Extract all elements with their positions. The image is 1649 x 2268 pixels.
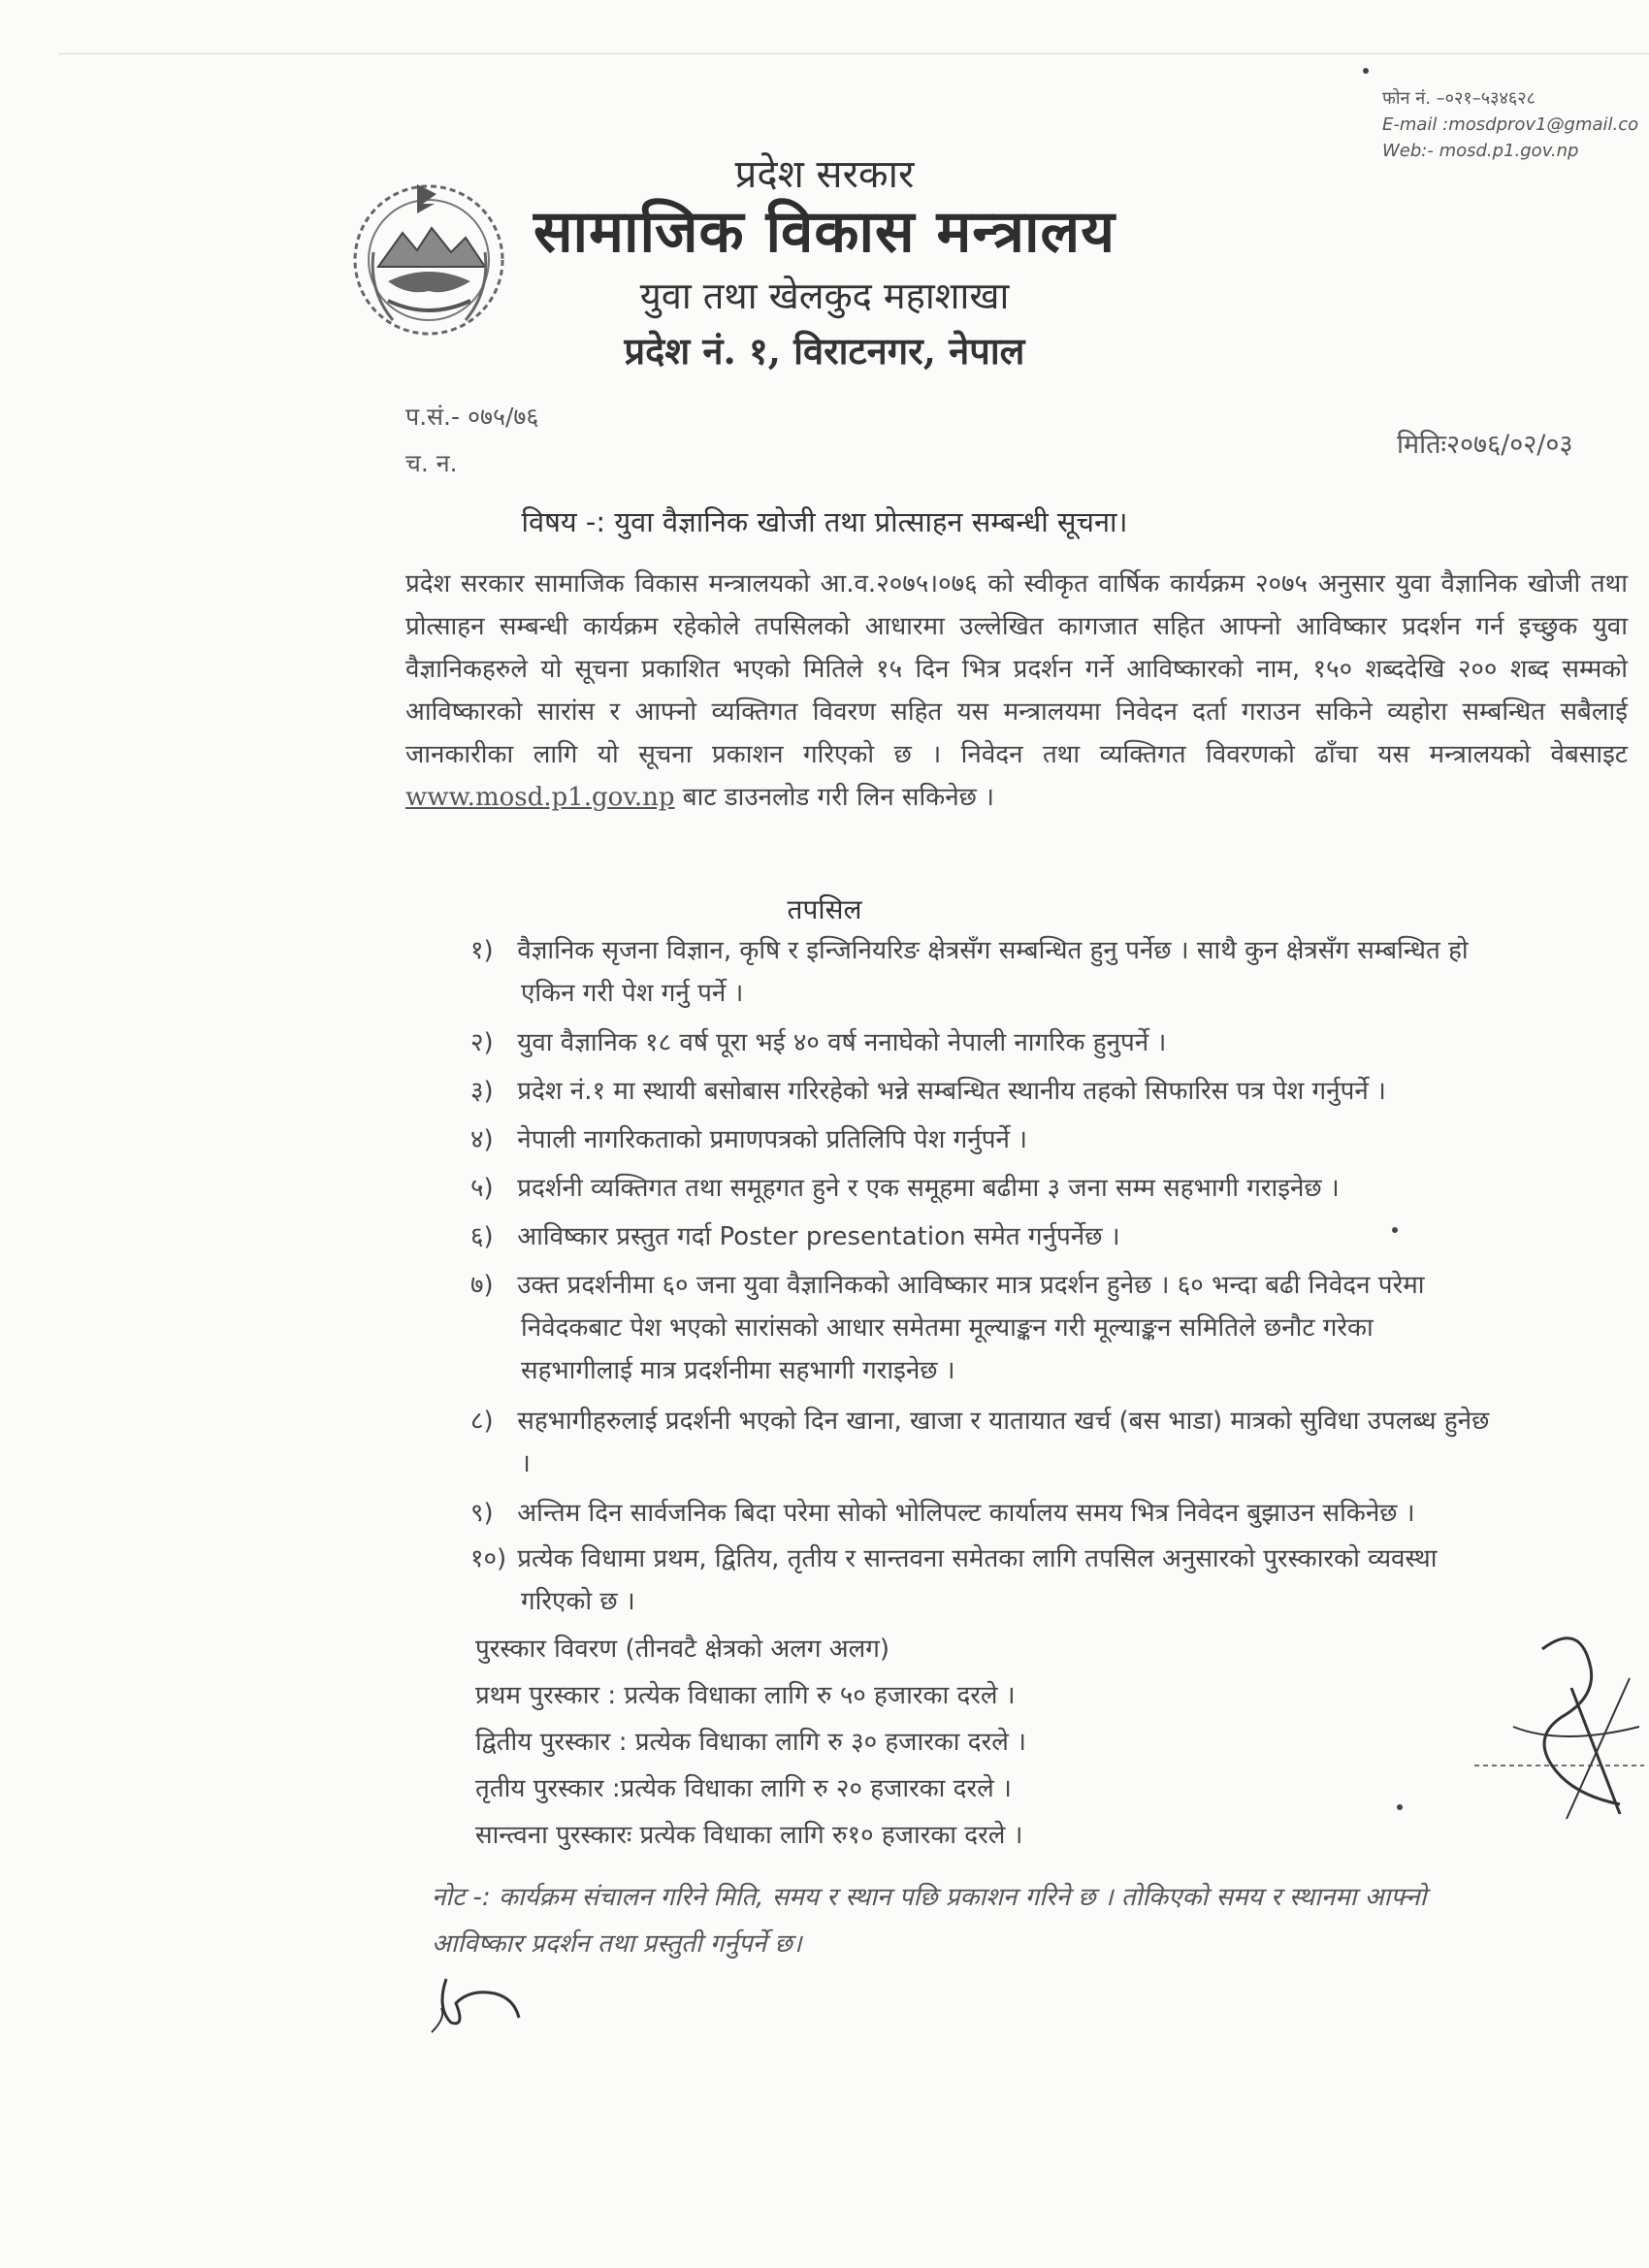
scan-edge-line (58, 53, 1649, 54)
notice-note (432, 1874, 1634, 1967)
govt-name: प्रदेश सरकार (734, 152, 915, 197)
list-item (470, 1167, 1625, 1210)
item-number: २) (470, 1028, 494, 1057)
item-number: १) (470, 936, 494, 965)
item-text: प्रदर्शनी व्यक्तिगत तथा समूहगत हुने र एक समूहमा बढीमा ३ जना सम्म सहभागी गराइनेछ । (517, 1174, 1340, 1203)
item-text: प्रत्येक विधामा प्रथम, द्वितिय, तृतीय र सान्तवना समेतका लागि तपसिल अनुसारको पुरस्कारको व्यवस्था (517, 1544, 1438, 1573)
list-item (470, 929, 1625, 1015)
item-number: ९) (470, 1499, 494, 1528)
list-item (470, 1400, 1625, 1485)
item-text: निवेदकबाट पेश भएको सारांसको आधार समेतमा मूल्याङ्कन गरी मूल्याङ्कन समितिले छनौट गरेका (521, 1313, 1374, 1343)
signature-icon (1474, 1610, 1649, 1833)
office-address: प्रदेश नं. १, विराटनगर, नेपाल (624, 329, 1025, 373)
list-item (470, 1118, 1625, 1161)
prize-heading: पुरस्कार विवरण (तीनवटै क्षेत्रको अलग अलग) (475, 1635, 890, 1664)
list-item (470, 1492, 1625, 1535)
item-text: सहभागीहरुलाई प्रदर्शनी भएको दिन खाना, खाजा र यातायात खर्च (बस भाडा) मात्रको सुविधा उपलब्ध हुनेछ (517, 1407, 1490, 1436)
note-line: नोट -: कार्यक्रम संचालन गरिने मिति, समय र स्थान पछि प्रकाशन गरिने छ । तोकिएको समय र स्थानमा आफ्नो (432, 1883, 1427, 1912)
subject-line: विषय -: युवा वैज्ञानिक खोजी तथा प्रोत्साहन सम्बन्धी सूचना। (521, 505, 1128, 538)
scan-speck (1392, 1227, 1398, 1233)
first-prize: प्रथम पुरस्कार : प्रत्येक विधाका लागि रु ५० हजारका दरले । (475, 1681, 1016, 1710)
item-number: ३) (470, 1077, 494, 1106)
list-item (470, 1070, 1625, 1113)
scan-speck (1363, 68, 1369, 74)
initials-signature-icon (427, 1969, 534, 2037)
third-prize: तृतीय पुरस्कार :प्रत्येक विधाका लागि रु २० हजारका दरले । (475, 1774, 1012, 1803)
list-item (470, 1021, 1625, 1064)
item-text: सहभागीलाई मात्र प्रदर्शनीमा सहभागी गराइनेछ । (521, 1356, 955, 1385)
list-item (470, 1215, 1625, 1258)
list-item (470, 1538, 1625, 1623)
item-number: ६) (470, 1222, 494, 1251)
body-text: प्रदेश सरकार सामाजिक विकास मन्त्रालयको आ.व.२०७५।०७६ को स्वीकृत वार्षिक कार्यक्रम २०७५ अनुसार युवा वैज्ञानिक खोजी तथा प्रोत्साहन सम्बन्धी कार्यक्रम रहेकोले तपसिलको आधारमा उल्लेखित कागजात सहित आफ्नो आविष्कार प्रदर्शन गर्न इच्छुक युवा वैज्ञानिकहरुले यो सूचना प्रकाशित भएको मितिले १५ दिन भित्र प्रदर्शन गर्ने आविष्कारको नाम, १५० शब्ददेखि २०० शब्द सम्मको आविष्कारको सारांस र आफ्नो व्यक्तिगत विवरण सहित यस मन्त्रालयमा निवेदन दर्ता गराउन सकिने व्यहोरा सम्बन्धित सबैलाई जानकारीका लागि यो सूचना प्रकाशन गरिएको छ । निवेदन तथा व्यक्तिगत विवरणको ढाँचा यस मन्त्रालयको वेबसाइट (405, 569, 1628, 769)
item-number: ४) (470, 1125, 494, 1154)
notice-body (405, 563, 1628, 819)
item-text: अन्तिम दिन सार्वजनिक बिदा परेमा सोको भोलिपल्ट कार्यालय समय भित्र निवेदन बुझाउन सकिनेछ । (517, 1499, 1415, 1528)
item-number: १०) (470, 1544, 507, 1573)
email-address: E-mail :mosdprov1@gmail.co (1382, 114, 1639, 135)
division-name: युवा तथा खेलकुद महाशाखा (639, 275, 1010, 317)
item-number: ७) (470, 1271, 494, 1300)
item-text: गरिएको छ । (521, 1587, 635, 1616)
body-text-end: बाट डाउनलोड गरी लिन सकिनेछ । (682, 783, 994, 812)
item-text: वैज्ञानिक सृजना विज्ञान, कृषि र इन्जिनियरिङ क्षेत्रसँग सम्बन्धित हुनु पर्नेछ । साथै कुन क्षेत्रसँग सम्बन्धित हो (517, 936, 1469, 965)
item-text: उक्त प्रदर्शनीमा ६० जना युवा वैज्ञानिकको आविष्कार मात्र प्रदर्शन हुनेछ । ६० भन्दा बढी निवेदन परेमा (517, 1271, 1425, 1300)
list-item (470, 1264, 1625, 1392)
item-text: एकिन गरी पेश गर्नु पर्ने । (521, 979, 744, 1008)
ministry-website-link[interactable]: www.mosd.p1.gov.np (405, 783, 675, 812)
phone-number: फोन नं. –०२१–५३४६२८ (1382, 88, 1536, 109)
letter-reference: प.सं.- ०७५/७६ (405, 403, 539, 431)
item-text: युवा वैज्ञानिक १८ वर्ष पूरा भई ४० वर्ष ननाघेको नेपाली नागरिक हुनुपर्ने । (517, 1028, 1167, 1057)
ministry-name: सामाजिक विकास मन्त्रालय (533, 198, 1116, 266)
item-text: नेपाली नागरिकताको प्रमाणपत्रको प्रतिलिपि पेश गर्नुपर्ने । (517, 1125, 1028, 1154)
item-text: आविष्कार प्रस्तुत गर्दा Poster presentation समेत गर्नुपर्नेछ । (517, 1222, 1120, 1251)
item-number: ८) (470, 1407, 494, 1436)
second-prize: द्वितीय पुरस्कार : प्रत्येक विधाका लागि रु ३० हजारका दरले । (475, 1728, 1026, 1757)
item-text: प्रदेश नं.१ मा स्थायी बसोबास गरिरहेको भन्ने सम्बन्धित स्थानीय तहको सिफारिस पत्र पेश गर्नुपर्ने । (517, 1077, 1386, 1106)
note-line: आविष्कार प्रदर्शन तथा प्रस्तुती गर्नुपर्ने छ। (432, 1929, 802, 1959)
consolation-prize: सान्त्वना पुरस्कारः प्रत्येक विधाका लागि रु१० हजारका दरले । (475, 1821, 1023, 1850)
item-text: । (521, 1449, 531, 1478)
dispatch-number: च. न. (405, 449, 458, 477)
item-number: ५) (470, 1174, 494, 1203)
details-heading: तपसिल (787, 893, 862, 925)
website-address: Web:- mosd.p1.gov.np (1382, 141, 1579, 161)
scan-speck (1397, 1804, 1403, 1810)
letter-date: मितिः२०७६/०२/०३ (1397, 430, 1573, 460)
